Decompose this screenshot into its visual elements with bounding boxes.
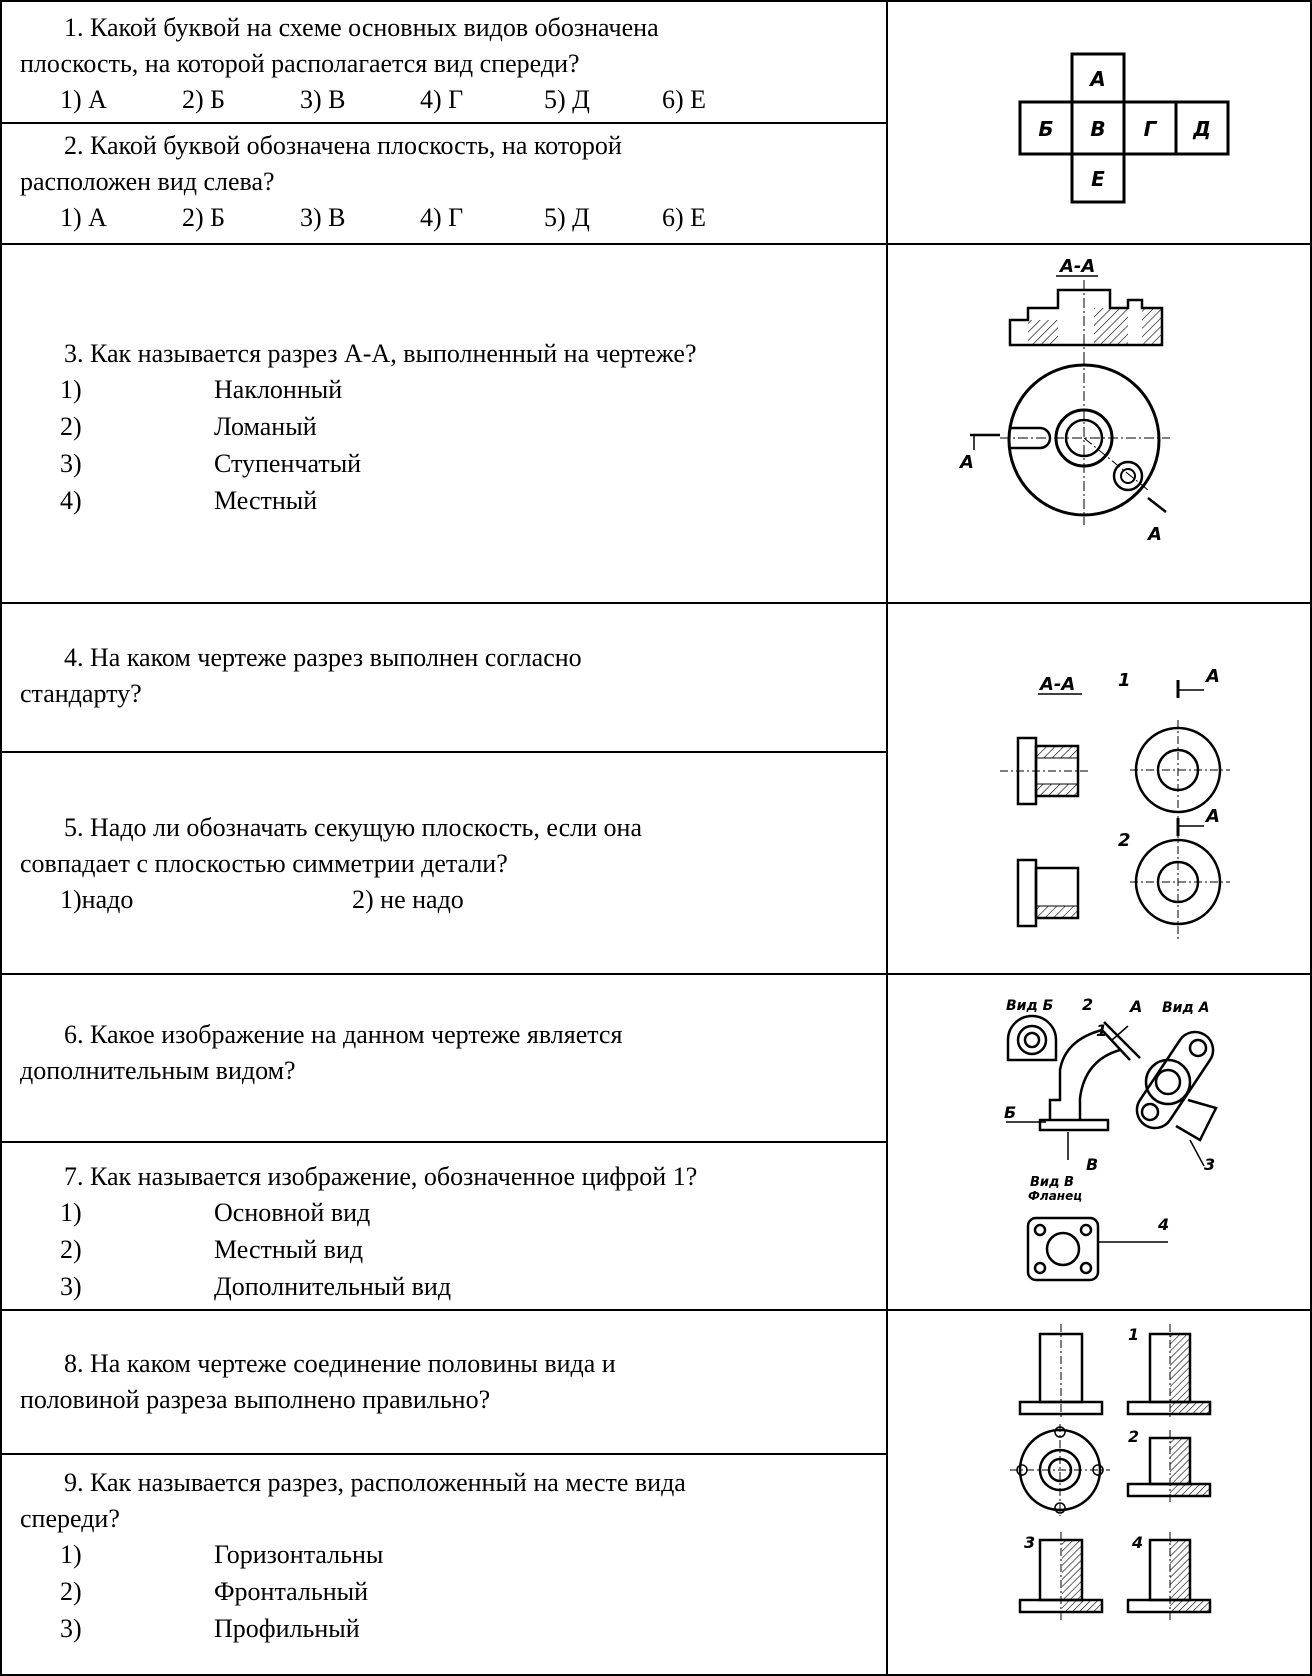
question-4 [20,640,890,712]
option: 5) Д [544,85,590,114]
label-vid-v: Вид В [1030,1175,1074,1190]
scheme-label-g: Г [1143,117,1157,141]
option: 1) Горизонтальны [60,1540,384,1569]
question-9 [20,1465,890,1648]
arrow-label-v: В [1086,1155,1099,1174]
half-section-figure [1010,1320,1260,1670]
option: 2) Б [182,85,226,114]
question-3-text: 3. Как называется разрез А-А, выполненный на чертеже? [64,339,697,368]
question-1 [20,10,890,118]
scheme-label-d: Д [1193,117,1211,141]
option: 4) Местный [60,486,318,515]
question-4-text: 4. На каком чертеже разрез выполнен согласно [64,643,582,672]
arrow-label-a-left: А [960,452,974,473]
scheme-label-b: Б [1038,117,1054,141]
option: 1) Наклонный [60,375,343,404]
option: 4) Г [420,85,464,114]
option: 3) Ступенчатый [60,449,362,478]
question-1-text-cont: плоскость, на которой располагается вид спереди? [20,49,580,78]
question-6-text-cont: дополнительным видом? [20,1056,296,1085]
question-6-text: 6. Какое изображение на данном чертеже является [64,1020,623,1049]
additional-view-figure [990,990,1290,1300]
number-1: 1 [1096,1021,1108,1040]
scheme-label-a: А [1090,67,1106,91]
option: 2) не надо [352,885,464,914]
question-9-text: 9. Как называется разрез, расположенный на месте вида [64,1468,686,1497]
option: 6) Е [662,203,707,232]
arrow-label-a-right: А [1148,524,1162,545]
question-3 [20,336,890,520]
option: 6) Е [662,85,707,114]
sub-row-divider [0,1141,887,1143]
arrow-label-b: Б [1004,1103,1017,1122]
option: 1)надо [60,885,134,914]
drawing-number-2: 2 [1118,830,1131,851]
question-5-options [20,882,890,918]
question-4-text-cont: стандарту? [20,679,142,708]
question-8 [20,1346,890,1418]
option: 2) Фронтальный [60,1577,369,1606]
views-scheme-figure [1000,52,1250,212]
drawing-number-2: 2 [1128,1427,1140,1446]
question-2 [20,128,890,236]
section-aa-figure [940,250,1220,560]
option: 2) Ломаный [60,412,317,441]
option: 3) Профильный [60,1614,360,1643]
sub-row-divider [0,751,887,753]
question-6 [20,1017,890,1089]
label-flanets: Фланец [1028,1189,1083,1203]
number-3: 3 [1204,1155,1216,1174]
row-divider [0,602,1312,604]
question-5-text: 5. Надо ли обозначать секущую плоскость, если она [64,813,642,842]
option: 3) В [300,203,346,232]
question-8-text: 8. На каком чертеже соединение половины вида и [64,1349,616,1378]
label-vid-b: Вид Б [1006,998,1054,1014]
option: 2) Б [182,203,226,232]
drawing-number-3: 3 [1024,1533,1036,1552]
option: 3) Дополнительный вид [60,1272,452,1301]
arrow-label-a: А [1206,666,1220,687]
drawing-number-1: 1 [1128,1325,1140,1344]
drawing-number-4: 4 [1132,1533,1144,1552]
sub-row-divider [0,122,887,124]
section-title: А-А [1060,256,1096,277]
option: 2) Местный вид [60,1235,364,1264]
standard-section-figure [990,650,1250,950]
number-4: 4 [1158,1215,1170,1234]
question-8-text-cont: половиной разреза выполнено правильно? [20,1385,491,1414]
question-2-options [20,200,890,236]
number-2: 2 [1082,995,1094,1014]
row-divider [0,1309,1312,1311]
scheme-label-v: В [1090,117,1106,141]
option: 1) Основной вид [60,1198,371,1227]
option: 3) В [300,85,346,114]
question-1-text: 1. Какой буквой на схеме основных видов обозначена [64,13,659,42]
option: 5) Д [544,203,590,232]
question-7-text: 7. Как называется изображение, обозначенное цифрой 1? [64,1162,698,1191]
row-divider [0,973,1312,975]
arrow-label-a: А [1130,997,1143,1016]
label-vid-a: Вид А [1162,1000,1210,1016]
option: 4) Г [420,203,464,232]
table-border-top [0,0,1312,2]
question-7 [20,1159,890,1306]
option: 1) А [60,85,107,114]
table-border-left [0,0,2,1676]
question-5 [20,810,890,918]
option: 1) А [60,203,107,232]
scheme-label-e: Е [1091,167,1105,191]
question-2-text: 2. Какой буквой обозначена плоскость, на которой [64,131,622,160]
drawing-number-1: 1 [1118,670,1131,691]
sub-row-divider [0,1453,887,1455]
question-5-text-cont: совпадает с плоскостью симметрии детали? [20,849,508,878]
question-2-text-cont: расположен вид слева? [20,167,275,196]
question-9-text-cont: спереди? [20,1504,120,1533]
arrow-label-a: А [1206,806,1220,827]
row-divider [0,243,1312,245]
question-1-options [20,82,890,118]
section-title: А-А [1040,674,1076,695]
